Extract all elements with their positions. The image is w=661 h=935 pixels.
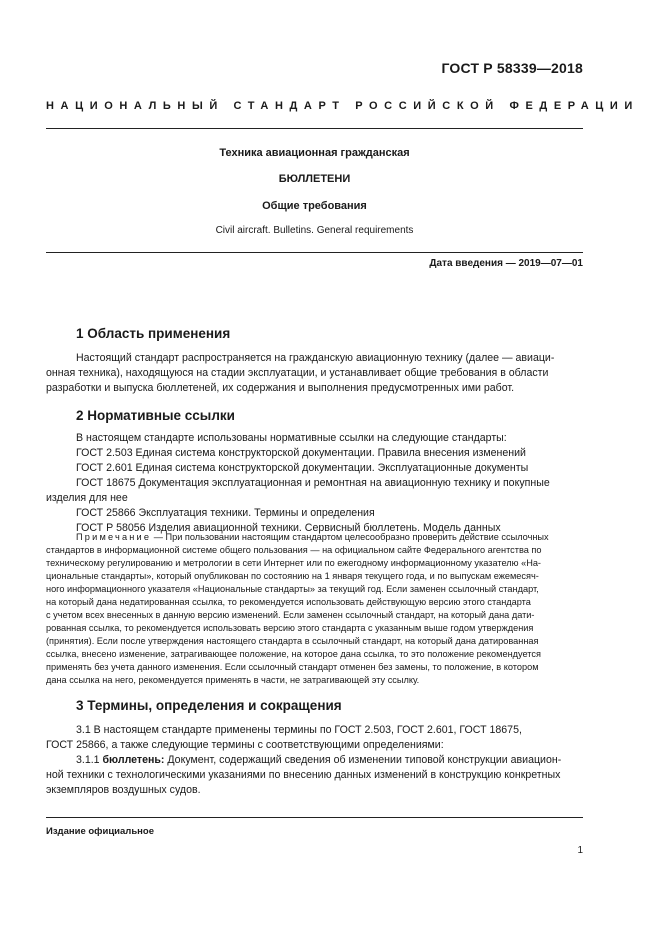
text-line: 3.1 В настоящем стандарте применены термины по ГОСТ 2.503, ГОСТ 2.601, ГОСТ 18675, xyxy=(76,724,522,736)
national-standard-banner: НАЦИОНАЛЬНЫЙ СТАНДАРТ РОССИЙСКОЙ ФЕДЕРАЦИИ xyxy=(46,100,639,112)
footer-rule xyxy=(46,817,583,818)
text-line: ГОСТ 25866, а также следующие термины с соответствующими определениями: xyxy=(46,739,444,751)
section-1-heading: 1 Область применения xyxy=(76,326,231,341)
text-line: экземпляров воздушных судов. xyxy=(46,784,201,796)
title-line-1: Техника авиационная гражданская xyxy=(219,147,410,159)
english-title: Civil aircraft. Bulletins. General requirements xyxy=(215,225,414,236)
term-text: Документ, содержащий сведения об изменении типовой конструкции авиацион- xyxy=(164,754,562,766)
text-line: разработки и выпуска бюллетеней, их содержания и выполнения предусмотренных ими работ. xyxy=(46,382,515,394)
note-text: применять без учета данного изменения. Если ссылочный стандарт отменен без замены, то положение, в котором xyxy=(46,662,539,672)
document-code: ГОСТ Р 58339—2018 xyxy=(441,60,583,76)
section-2-heading: 2 Нормативные ссылки xyxy=(76,408,235,423)
term-number: 3.1.1 xyxy=(76,754,103,766)
note-text: рованная ссылка, то рекомендуется использовать версию этого стандарта с указанным выше годом утверждения xyxy=(46,623,534,633)
section-3-text xyxy=(46,723,583,798)
note-text: — При пользовании настоящим стандартом целесообразно проверить действие ссылочных xyxy=(151,532,549,542)
official-edition-label: Издание официальное xyxy=(46,826,154,837)
section-3-heading: 3 Термины, определения и сокращения xyxy=(76,698,342,713)
references-intro: В настоящем стандарте использованы нормативные ссылки на следующие стандарты: xyxy=(76,432,507,444)
note-text: циональные стандарты», который опубликован по состоянию на 1 января текущего года, и по выпускам ежемесяч- xyxy=(46,571,539,581)
reference-item: ГОСТ 2.601 Единая система конструкторской документации. Эксплуатационные документы xyxy=(76,462,529,474)
section-2-references xyxy=(46,431,583,536)
text-line: Настоящий стандарт распространяется на гражданскую авиационную технику (далее — авиаци- xyxy=(76,352,555,364)
term-definition xyxy=(46,753,583,768)
text-line: ной техники с технологическими указаниями по внесению данных изменений в конструкцию конкретных xyxy=(46,769,561,781)
term-name: бюллетень: xyxy=(102,754,165,766)
reference-item: ГОСТ 18675 Документация эксплуатационная и ремонтная на авиационную технику и покупные xyxy=(76,477,550,489)
note-text: (принятия). Если после утверждения настоящего стандарта в ссылочный стандарт, на который дана датированная xyxy=(46,636,539,646)
note-text: ссылка, внесено изменение, затрагивающее положение, на которое дана ссылка, то это положение рекомендуется xyxy=(46,649,541,659)
note-text: с учетом всех внесенных в данную версию изменений. Если заменен ссылочный стандарт, на который дана дати- xyxy=(46,610,535,620)
title-line-2: БЮЛЛЕТЕНИ xyxy=(278,173,351,185)
references-note xyxy=(46,531,583,687)
note-text: техническому регулированию и метрологии в сети Интернет или по ежегодному информационному указателю «На- xyxy=(46,558,541,568)
header-rule xyxy=(46,128,583,129)
reference-item: ГОСТ 2.503 Единая система конструкторской документации. Правила внесения изменений xyxy=(76,447,526,459)
note-label: Примечание xyxy=(76,532,152,542)
title-rule xyxy=(46,252,583,253)
title-line-3: Общие требования xyxy=(262,200,367,212)
note-text: на который дана недатированная ссылка, то рекомендуется использовать действующую версию этого стандарта xyxy=(46,597,531,607)
text-line: онная техника), находящуюся на стадии эксплуатации, и устанавливает общие требования в области xyxy=(46,367,549,379)
page-number: 1 xyxy=(577,845,583,856)
note-text: дана ссылка на него, рекомендуется применять в части, не затрагивающей эту ссылку. xyxy=(46,675,420,685)
reference-item-continuation: изделия для нее xyxy=(46,492,128,504)
reference-item: ГОСТ 25866 Эксплуатация техники. Термины и определения xyxy=(76,507,375,519)
section-1-text xyxy=(46,351,583,396)
reference-item: ГОСТ Р 58056 Изделия авиационной техники. Сервисный бюллетень. Модель данных xyxy=(76,522,501,534)
note-text: стандартов в информационной системе общего пользования — на официальном сайте Федерального агентства по xyxy=(46,545,542,555)
introduction-date: Дата введения — 2019—07—01 xyxy=(429,258,583,269)
note-text: ного информационного указателя «Национальные стандарты» за текущий год. Если заменен ссылочный стандарт, xyxy=(46,584,539,594)
